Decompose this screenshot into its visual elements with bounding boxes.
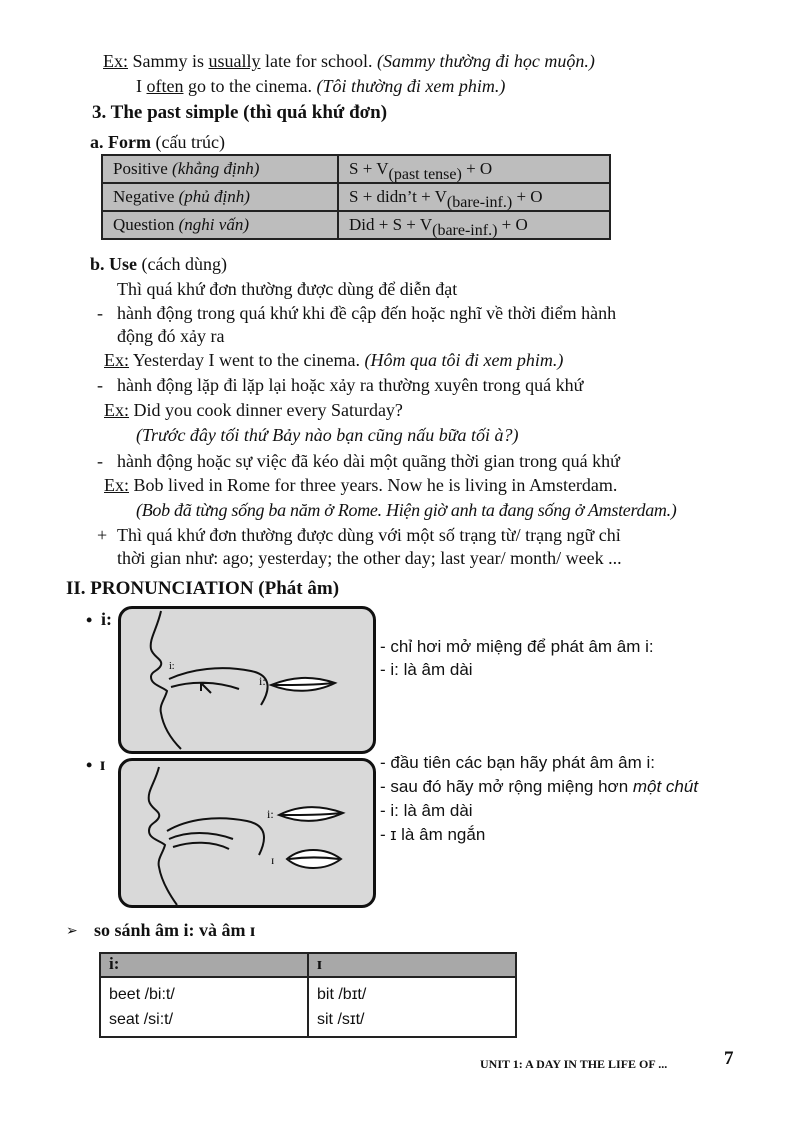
use-4-line-1: Thì quá khứ đơn thường được dùng với một số trạng từ/ trạng ngữ chỉ — [117, 525, 621, 545]
use-3-example: Ex: Bob lived in Rome for three years. Now he is living in Amsterdam. — [104, 475, 618, 495]
sound-2-diagram — [118, 758, 376, 908]
ex-label: Ex: — [103, 51, 128, 71]
use-1-example: Ex: Yesterday I went to the cinema. (Hôm qua tôi đi xem phim.) — [104, 350, 564, 370]
compare-header-short: ɪ — [308, 953, 516, 977]
arrow-bullet-icon: ➢ — [66, 924, 78, 939]
form-row-question: Question (nghi vấn) Did + $S + V_{(bare-inf.)} + O$ — [102, 211, 610, 239]
compare-word: sit /sɪt/ — [317, 1011, 365, 1028]
section-3-title: 3. The past simple (thì quá khứ đơn) — [92, 102, 388, 123]
use-2-line: hành động lặp đi lặp lại hoặc xảy ra thường xuyên trong quá khứ — [117, 375, 584, 395]
compare-title: so sánh âm i: và âm ɪ — [94, 920, 256, 940]
sound-2-note-4: - ɪ là âm ngắn — [380, 825, 486, 844]
sound-2-symbol: ɪ — [100, 754, 106, 774]
use-intro: Thì quá khứ đơn thường được dùng để diễn đạt — [117, 279, 458, 299]
form-row-positive: Positive (khẳng định) $S + V_{(past tense)} + O$ — [102, 155, 610, 183]
diagram-label-i-long: i: — [259, 674, 266, 688]
use-4-plus: + — [97, 525, 108, 545]
compare-table-header — [100, 953, 516, 977]
use-3-dash: - — [97, 451, 103, 471]
bullet-icon: • — [86, 755, 93, 775]
compare-word: bit /bɪt/ — [317, 986, 367, 1003]
svg-text:i:: i: — [169, 661, 175, 672]
example-line-1: Ex: Sammy is usually late for school. (Sammy thường đi học muộn.) — [103, 51, 595, 71]
use-1-line-1: hành động trong quá khứ khi đề cập đến hoặc nghĩ về thời điểm hành — [117, 303, 617, 323]
form-table — [101, 154, 611, 240]
example-line-2: I often go to the cinema. (Tôi thường đi xem phim.) — [136, 76, 506, 96]
sound-1-symbol: i: — [101, 609, 112, 629]
form-heading: a. Form (cấu trúc) — [90, 132, 225, 152]
use-3-translation: (Bob đã từng sống ba năm ở Rome. Hiện giờ anh ta đang sống ở Amsterdam.) — [136, 500, 677, 520]
use-2-example: Ex: Did you cook dinner every Saturday? — [104, 400, 403, 420]
use-2-translation: (Trước đây tối thứ Bảy nào bạn cũng nấu bữa tối à?) — [136, 425, 519, 445]
compare-table-row — [100, 977, 516, 1037]
compare-word: beet /bi:t/ — [109, 986, 175, 1003]
use-2-dash: - — [97, 375, 103, 395]
footer-unit-title: UNIT 1: A DAY IN THE LIFE OF ... — [480, 1057, 668, 1071]
sound-1-note-1: - chỉ hơi mở miệng để phát âm âm i: — [380, 637, 654, 656]
sound-1-note-2: - i: là âm dài — [380, 660, 473, 679]
mouth-profile-diagram — [121, 609, 373, 751]
section-2-title: II. PRONUNCIATION (Phát âm) — [66, 578, 340, 599]
use-1-dash: - — [97, 303, 103, 323]
bullet-icon: • — [86, 610, 93, 630]
use-1-line-2: động đó xảy ra — [117, 326, 225, 346]
sound-2-note-2: - sau đó hãy mở rộng miệng hơn một chút — [380, 777, 699, 796]
use-3-line: hành động hoặc sự việc đã kéo dài một quãng thời gian trong quá khứ — [117, 451, 620, 471]
compare-word: seat /si:t/ — [109, 1011, 174, 1028]
form-row-negative: Negative (phủ định) S + didn’t + $V_{(bare-inf.)} + O$ — [102, 183, 610, 211]
diagram-label-i-long: i: — [267, 807, 274, 821]
mouth-profile-diagram-2 — [121, 761, 373, 905]
use-heading: b. Use (cách dùng) — [90, 254, 227, 274]
sound-1-diagram — [118, 606, 376, 754]
use-4-line-2: thời gian như: ago; yesterday; the other day; last year/ month/ week ... — [117, 548, 622, 568]
compare-table — [99, 952, 517, 1038]
sound-2-note-1: - đầu tiên các bạn hãy phát âm âm i: — [380, 753, 655, 772]
compare-header-long: i: — [100, 953, 308, 977]
page-number: 7 — [724, 1048, 734, 1069]
sound-2-note-3: - i: là âm dài — [380, 801, 473, 820]
diagram-label-i-short: ɪ — [271, 853, 275, 867]
